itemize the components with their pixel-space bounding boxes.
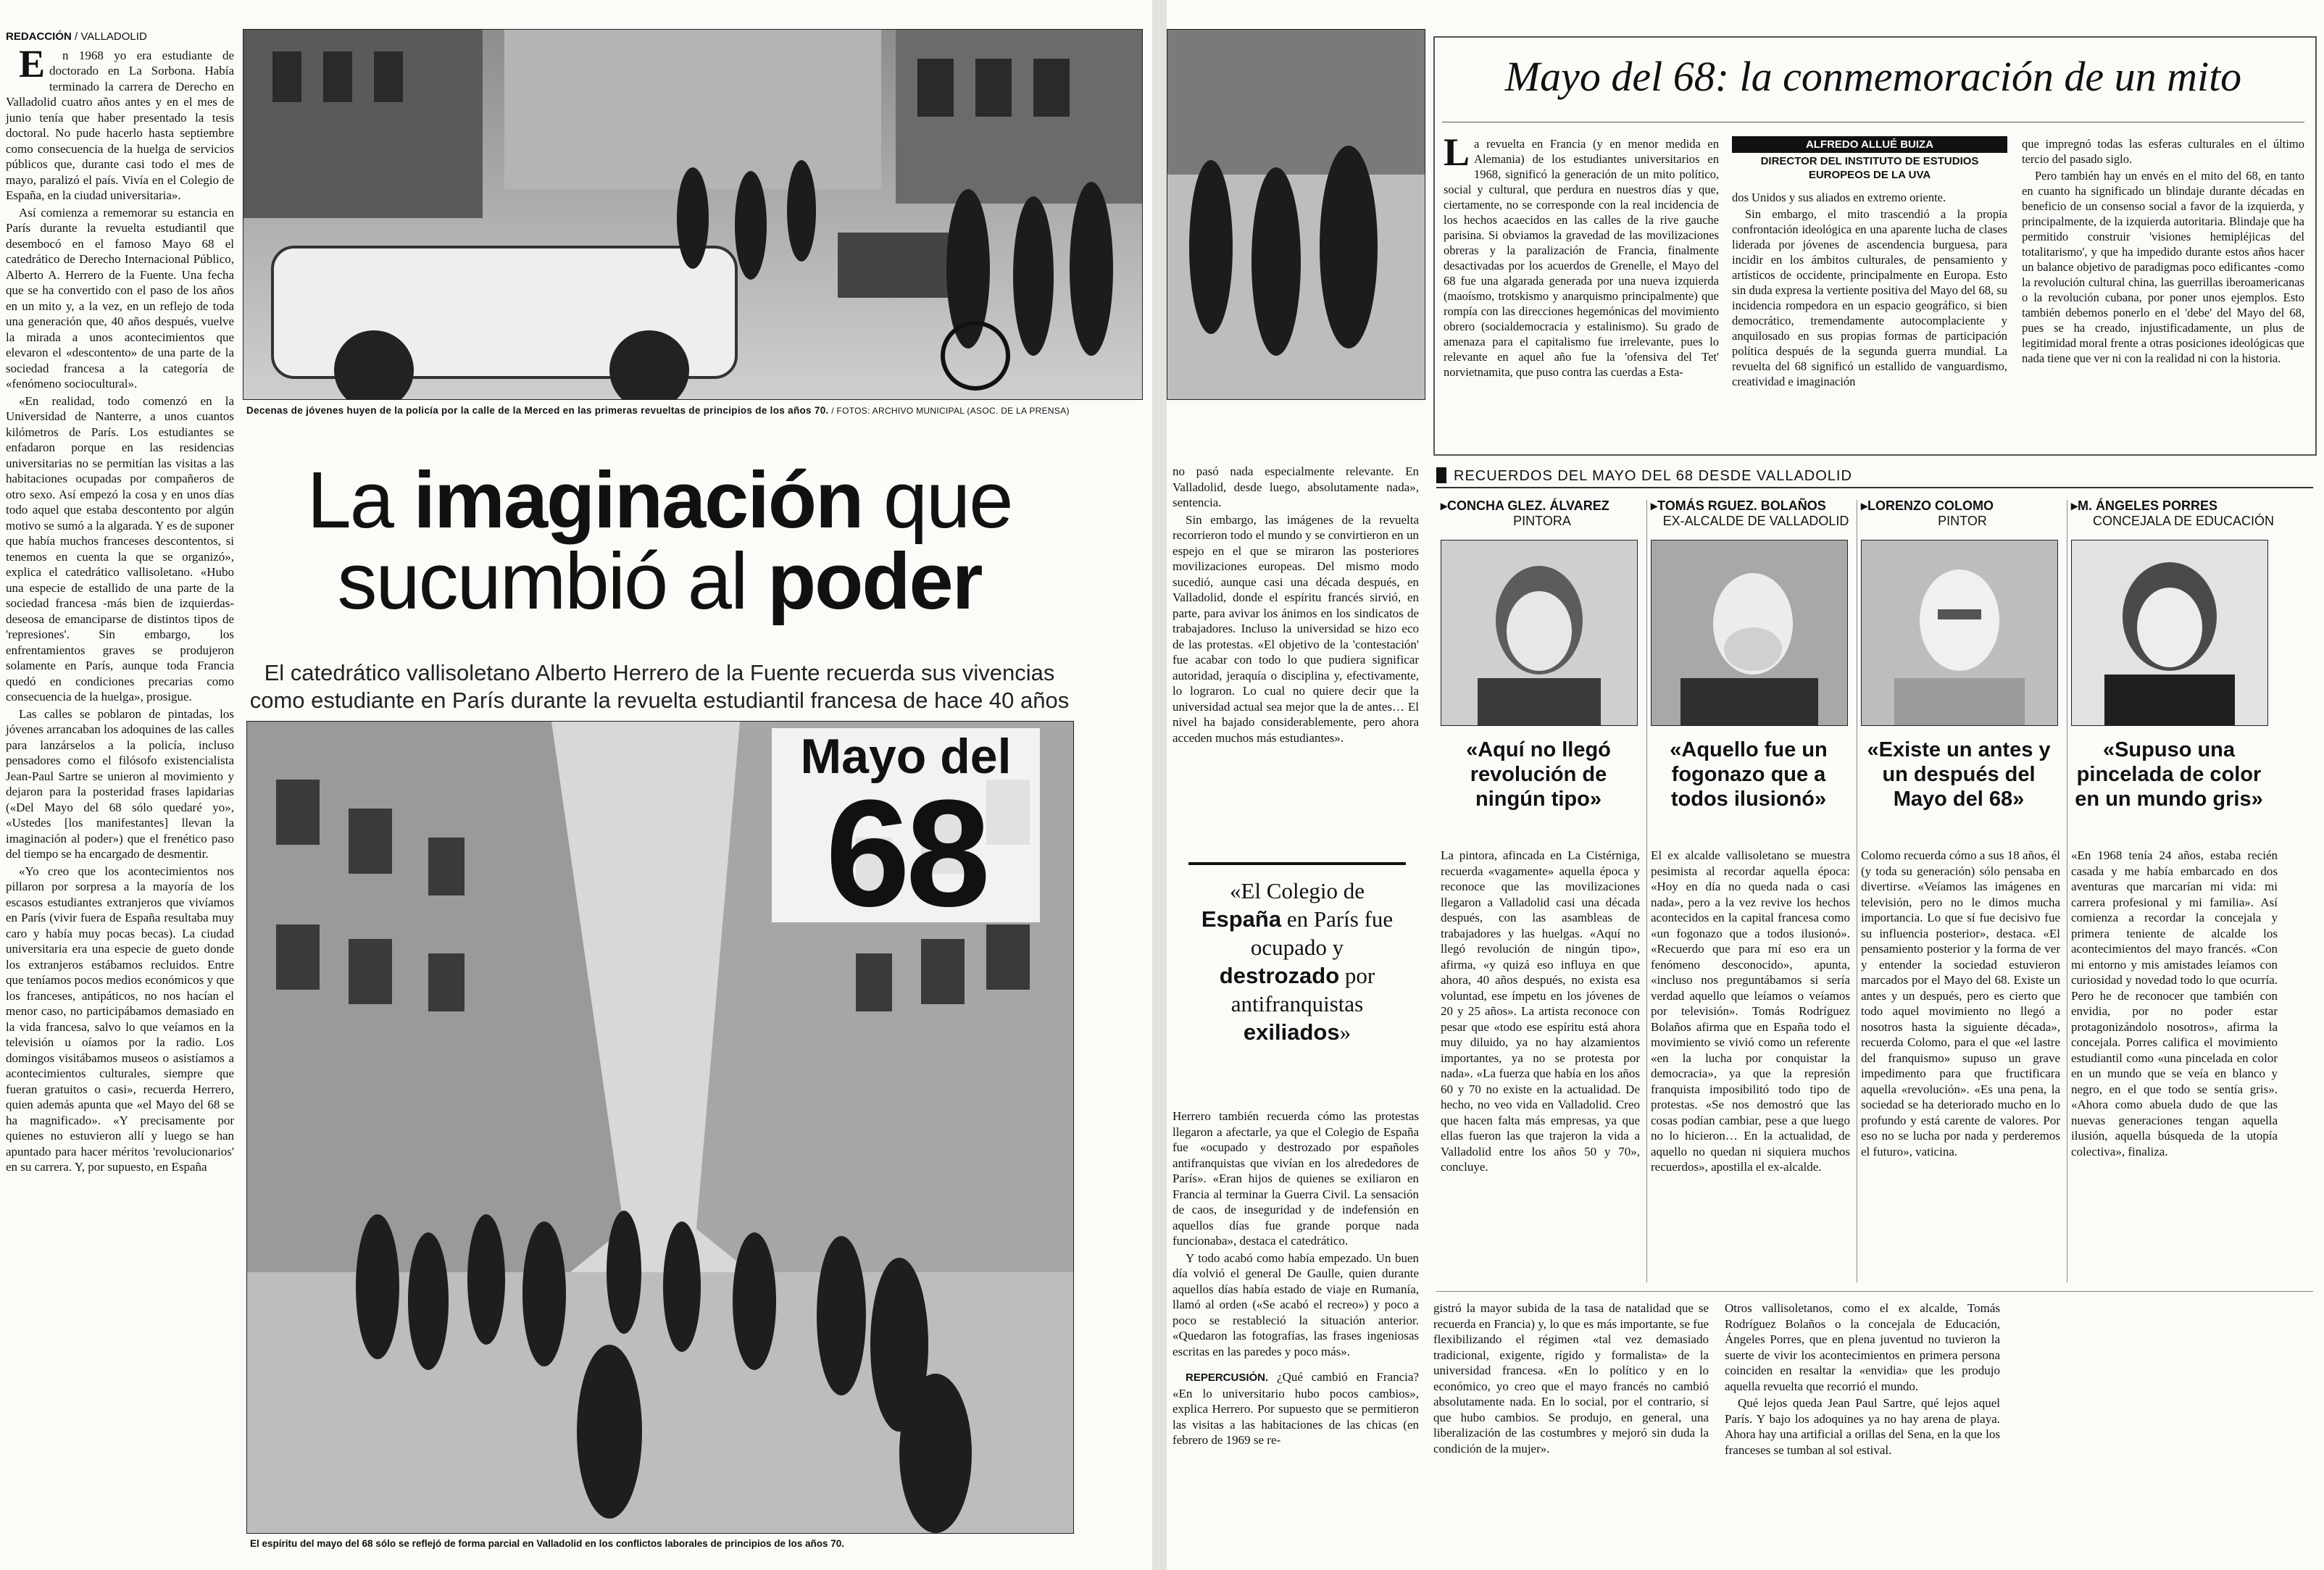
paragraph: «En 1968 tenía 24 años, estaba recién casada y me había embarcado en dos aventuras que marcarían mi vida: mi carrera profesional y mi familia». Así comienza a recordar la concejala y primera teniente de alcalde los acontecimientos del mayo francés. «Con mi entorno y mis amistades leíamos con curiosidad y novedad todo lo que ocurría. Pero he de reconocer que también con envidia, por no poder estar protagonizándolo nosotros», afirma la concejala. Porres califica el movimiento estudiantil como «una pincelada en color en un mundo que se veía en blanco y negro, en el que todo se sentía gris». «Ahora como abuela dudo de que las nuevas generaciones tengan aquella ilusión, aquella búsqueda de la utopía colectiva», finaliza. (2071, 848, 2278, 1158)
paragraph: que impregnó todas las esferas culturales en el último tercio del pasado siglo. (2022, 137, 2304, 166)
page-gutter (1152, 0, 1167, 1570)
kicker: REPERCUSIÓN. (1186, 1371, 1269, 1384)
paragraph: dos Unidos y sus aliados en extremo oriente. (1732, 191, 1946, 204)
pq-bold: destrozado (1219, 963, 1340, 988)
opinion-column-1 (1444, 130, 1719, 381)
dropcap: E (19, 41, 46, 85)
photo-street-riot-continuation (1167, 29, 1425, 400)
opinion-column-2 (1732, 190, 2007, 391)
subheadline: El catedrático vallisoletano Alberto Herrero de la Fuente recuerda sus vivencias como estudiante en París durante la revuelta estudiantil francesa de hace 40 años (249, 660, 1070, 713)
section-label: RECUERDOS DEL MAYO DEL 68 DESDE VALLADOLID (1454, 468, 1852, 484)
pq-text: «El Colegio de (1230, 878, 1365, 903)
pq-text: » (1339, 1019, 1351, 1045)
section-marker-icon (1436, 467, 1446, 483)
article-column-middle-a (1173, 464, 1419, 747)
paragraph: Colomo recuerda cómo a sus 18 años, él (y toda su generación) sólo pensaba en divertirse. «Veíamos las imágenes en televisión, pero no le dimos mucha importancia. Lo que sí fue decisivo fue su influencia posterior», destaca. «El pensamiento posterior y la forma de ver y entender la sociedad estuvieron marcados por el Mayo del 68. Existe un antes y un después, pero es cierto que todo aquel movimiento no llegó a nosotros hasta la siguiente década», recuerda Colomo, para el que «el lastre del franquismo» supuso un grave impedimento para que fructificara aquella «revolución». «Es una pena, la sociedad se ha deteriorado mucho en lo profundo y está carente de valores. Por eso no se lucha por nada y perderemos el futuro», vaticina. (1861, 848, 2060, 1158)
overlay-mayo-del: Mayo del (800, 729, 1012, 784)
paragraph: «Yo creo que los acontecimientos nos pillaron por sorpresa a la mayoría de los escasos estudiantes extranjeros que vivíamos en París (vivir fuera de España resultaba muy caro y había muy pocas becas). La ciudad universitaria era una especie de gueto donde los extranjeros estábamos recluidos. Entre que teníamos pocos medios económicos y que los franceses, antipáticos, no nos hacían el menor caso, no participábamos demasiado en la vida francesa, salvo lo que veíamos en la televisión u oíamos por la radio. Los domingos visitábamos museos o asistíamos a acontecimientos culturales, siempre que fueran gratuitos o casi», recuerda Herrero, quien además apunta que «el Mayo del 68 se ha magnificado». «Y precisamente por quienes no estuvieron allí y luego se han apuntado para hacer méritos 'revolucionarios' en su carrera. Y, por supuesto, en España (6, 864, 234, 1174)
paragraph: no pasó nada especialmente relevante. En Valladolid, desde luego, absolutamente nada», sentencia. (1173, 464, 1419, 509)
photo-bottom-caption: El espíritu del mayo del 68 sólo se reflejó de forma parcial en Valladolid en los conflictos laborales de principios de los años 70. (250, 1538, 845, 1549)
bottom-column-2 (1725, 1300, 2000, 1459)
pq-text: en París fue ocupado y (1250, 906, 1394, 960)
paragraph: a revuelta en Francia (y en menor medida en Alemania) de los estudiantes universitarios en 1968, significó la generación de un mito político, social y cultural, que perdura en nuestros días y que, ciertamente, no se corresponde con la real incidencia de los hechos acaecidos en las calles de la rive gauche parisina. Si obviamos la gravedad de las movilizaciones obreras y la paralización de Francia, finalmente desactivadas por los acuerdos de Grenelle, el Mayo del 68 fue una algarada generada por una nueva izquierda (maoísmo, trotskismo y anarquismo principalmente) que rompía con las direcciones hegemónicas del movimiento obrero (socialdemocracia y estalinismo). Su grado de amenaza para el capitalismo fue irrelevante, pues lo relevante en aquel año fue la 'ofensiva del Tet' norvietnamita, que puso contra las cuerdas a Esta- (1444, 137, 1719, 379)
main-headline (246, 456, 1073, 626)
person-name: ▸TOMÁS RGUEZ. BOLAÑOS (1651, 498, 1826, 513)
opinion-column-3 (2022, 136, 2304, 367)
person-role: CONCEJALA DE EDUCACIÓN (2092, 514, 2275, 528)
pq-bold: España (1201, 906, 1282, 932)
headline-part: sucumbió al (337, 537, 767, 626)
person-name: ▸CONCHA GLEZ. ÁLVAREZ (1441, 498, 1609, 513)
paragraph: gistró la mayor subida de la tasa de natalidad que se recuerda en Francia) y, lo que es más importante, se fue flexibilizando el régimen «tal vez demasiado tradicional, exigente, rígido y formalista» de la universidad francesa. «En lo político y en lo económico, yo creo que el mayo francés no cambió absolutamente nada. En lo social, por el contrario, sí que hubo cambios. Se produjo, en general, una liberalización de las costumbres y mejoró sin duda la condición de la mujer». (1433, 1301, 1709, 1456)
paragraph: Y todo acabó como había empezado. Un buen día volvió el general De Gaulle, quien durante aquellos días había estado de viaje en Rumanía, llamó al orden («Se acabó el recreo») y poco a poco se restableció la situación anterior. «Quedaron las fotografías, las frases ingeniosas escritas en las paredes y poco más». (1173, 1250, 1419, 1358)
author-role: DIRECTOR DEL INSTITUTO DE ESTUDIOS EUROPEOS DE LA UVA (1760, 155, 1979, 181)
person-name: ▸LORENZO COLOMO (1861, 498, 1994, 513)
pq-bold: exiliados (1243, 1019, 1340, 1045)
person-role: EX-ALCALDE DE VALLADOLID (1662, 514, 1849, 528)
bottom-column-1 (1433, 1300, 1709, 1458)
author-name: ALFREDO ALLUÉ BUIZA (1732, 136, 2007, 153)
left-newspaper-page (0, 0, 1152, 1570)
headline-part: La (307, 456, 414, 545)
photo-top-caption (246, 404, 1138, 417)
author-box (1732, 136, 2007, 182)
paragraph-repercusion (1173, 1369, 1419, 1448)
opinion-dropcap: L (1444, 130, 1470, 174)
caption-text: Decenas de jóvenes huyen de la policía por la calle de la Merced en las primeras revueltas de principios de los años 70. (246, 405, 829, 416)
paragraph: Así comienza a rememorar su estancia en París durante la revuelta estudiantil que desembocó en el famoso Mayo 68 el catedrático de Derecho Internacional Público, Alberto A. Herrero de la Fuente. Una fecha que se ha convertido con el paso de los años en un mito y, a la vez, en un reflejo de toda una generación que, 40 años después, vuelve la mirada a unos acontecimientos que elevaron el «descontento» de una parte de la sociedad francesa a la categoría de «fenómeno sociocultural». (6, 205, 234, 391)
overlay-68: 68 (825, 768, 986, 938)
person-role: PINTORA (1513, 514, 1571, 528)
photo-street-riot-top (243, 29, 1143, 400)
person-quote: «Existe un antes y un después del Mayo del 68» (1867, 738, 2051, 811)
person-name: ▸M. ÁNGELES PORRES (2071, 498, 2218, 513)
paragraph: Sin embargo, el mito trascendió a la propia confrontación ideológica en una aparente lucha de clases liderada por jóvenes de ascendencia burguesa, para incidir en los ámbitos culturales, de pensamiento y artísticos de occidente, principalmente en Europa. Esto sin duda expresa la vertiente positiva del Mayo del 68, su incidencia rompedora en un espacio geográfico, si bien democrático, tremendamente autocomplaciente y anquilosado en sus propias formas de participación política después de la segunda guerra mundial. La revuelta del 68 significó un estallido de vanguardismo, creatividad e imaginación (1732, 207, 2007, 388)
paragraph: Otros vallisoletanos, como el ex alcalde, Tomás Rodríguez Bolaños o la concejala de Educación, Ángeles Porres, que en plena juventud no tuvieron la suerte de vivir los acontecimientos en primera persona coinciden en resaltar la «envidia» que les produjo aquella revuelta que recorrió el mundo. (1725, 1301, 2000, 1393)
article-column-middle-b (1173, 1108, 1419, 1450)
mayo-68-overlay (772, 728, 1040, 938)
person-quote: «Aquí no llegó revolución de ningún tipo» (1466, 738, 1611, 811)
paragraph: Las calles se poblaron de pintadas, los jóvenes arrancaban los adoquines de las calles para lanzárselos a la policía, incluso pensadores como el filósofo existencialista Jean-Paul Sartre se unieron al movimiento y dejaron para la posteridad frases lapidarias («Del Mayo del 68 sólo quedaré yo», «Ustedes [los manifestantes] llevan la imaginación al poder») que el frenético paso del tiempo se ha encargado de desmentir. (6, 706, 234, 861)
paragraph: «En realidad, todo comenzó en la Universidad de Nanterre, a unos cuantos kilómetros de París. Los estudiantes se enfadaron porque en las residencias universitarias no se permitían las visitas a las habitaciones ocupadas por compañeros de otro sexo. Así empezó la cosa y en unos días todo aquel que estaba descontento por algún motivo se sumó a la algarada. Y es de suponer que había muchos franceses descontentos, si tenemos en cuenta la que se organizó», explica el catedrático vallisoletano. «Hubo una especie de estallido de una parte de la sociedad francesa -más bien de izquierdas- deseosa de emanciparse de distintos tipos de 'represiones'. Sin embargo, los enfrentamientos graves se produjeron solamente en París, aunque toda Francia quedó en condiciones precarias como consecuencia de la huelga», prosigue. (6, 393, 234, 703)
headline-part: que (862, 456, 1012, 545)
pullquote (1188, 877, 1406, 1046)
headline-bold: poder (767, 537, 982, 626)
repercusion-text: ¿Qué cambió en Francia? «En lo universitario hubo pocos cambios», explica Herrero. Por supuesto que se permitieron las visitas a las habitaciones de las chicas (en febrero de 1969 se re- (1173, 1370, 1419, 1447)
paragraph: Herrero también recuerda cómo las protestas llegaron a afectarle, ya que el Colegio de España fue «ocupado y destrozado por españoles antifranquistas que vivían en los alrededores de París». «Eran hijos de quienes se exiliaron en Francia al terminar la Guerra Civil. La sensación de caos, de inseguridad y de indefensión en aquellos días fue grande porque nada funcionaba», destaca el catedrático. (1173, 1109, 1419, 1248)
byline (6, 29, 234, 45)
headline-bold: imaginación (413, 456, 863, 545)
person-quote: «Aquello fue un fogonazo que a todos ilusionó» (1670, 738, 1828, 811)
person-role: PINTOR (1938, 514, 1987, 528)
paragraph: Sin embargo, las imágenes de la revuelta recorrieron todo el mundo y se convirtieron en un espejo en el que se miraron las posteriores movilizaciones europeas. Del mismo modo sucedió, aunque casi una década después, en Valladolid, donde el espíritu francés sirvió, en parte, para avivar los ánimos en los sindicatos de trabajadores. Incluso la universidad se hizo eco de las protestas. «El objetivo de la 'contestación' fue acabar con todo lo que pudiera significar autoridad, jeraquía o disciplina y, efectivamente, lo lograron. Lo cual no quiere decir que la universidad actual sea mejor que la de antes… El nivel ha bajado considerablemente, pero ahora acceden muchos más estudiantes». (1173, 512, 1419, 745)
paragraph: El ex alcalde vallisoletano se muestra pesimista al recordar aquella época: «Hoy en día no queda nada o casi nada», pero a la vez revive los hechos acontecidos en la capital francesa como «un fogonazo que a todos ilusionó». «Recuerdo que para mí eso era un fenómeno desconocido», apunta, «incluso nos preguntábamos si sería verdad aquello que leíamos o veíamos por televisión». Tomás Rodríguez Bolaños afirma que en España todo el movimiento se vivió como un referente «en la lucha por conquistar la democracia», ya que la represión franquista imposibilitó todo tipo de protestas. «Se nos demostró que las cosas podían cambiar, pese a que luego no lo hicieron… En la actualidad, de aquello no quedan ni siquiera muchos recuerdos», apostilla el ex-alcalde. (1651, 848, 1850, 1174)
photo-credit: / FOTOS: ARCHIVO MUNICIPAL (ASOC. DE LA PRENSA) (828, 406, 1070, 416)
paragraph: Qué lejos queda Jean Paul Sartre, qué lejos aquel París. Y bajo los adoquines ya no hay arena de playa. Ahora hay una artificial a orillas del Sena, en la que los franceses se tumban al sol estival. (1725, 1396, 2000, 1457)
section-bar (1436, 465, 2313, 488)
byline-name: REDACCIÓN (6, 30, 72, 43)
pullquote-rule (1188, 862, 1406, 865)
paragraph: n 1968 yo era estudiante de doctorado en La Sorbona. Había terminado la carrera de Derecho en Valladolid cuatro años antes y en el mes de junio tenía que haber presentado la tesis doctoral. No pude hacerlo hasta septiembre como consecuencia de la huelga de servicios públicos que, durante casi todo el mes de mayo, paralizó el país. Vivía en el Colegio de España, en la ciudad universitaria». (6, 48, 234, 202)
person-quote: «Supuso una pincelada de color en un mundo gris» (2075, 738, 2263, 811)
byline-place: / VALLADOLID (71, 30, 147, 43)
paragraph: La pintora, afincada en La Cistérniga, recuerda «vagamente» aquella época y reconoce que las movilizaciones llegaron a Valladolid casi una década después, con las asambleas de trabajadores y las huelgas. «Aquí no llegó revolución de ningún tipo», afirma, «y quizá eso influya en que ahora, 40 años después, no exista esa voluntad, ese ímpetu en los jóvenes de 20 y 25 años». La artista reconoce con pesar que «todo ese espíritu está ahora muy diluido, ya no hay alzamientos importantes, ya no se protesta por nada». «La fuerza que había en los años 60 y 70 no existe en la actualidad. De hecho, no veo vida en Valladolid. Creo que hacen falta más empresas, ya que ellas fueron las que trajeron la vida a Valladolid entre los años 50 y 70», concluye. (1441, 848, 1640, 1174)
opinion-title: Mayo del 68: la conmemoración de un mito (1504, 53, 2242, 100)
right-newspaper-page (1167, 0, 2324, 1570)
paragraph: Pero también hay un envés en el mito del 68, en tanto en cuanto ha significado un blindaje durante décadas en beneficio de un consenso social a favor de la izquierda, y principalmente, de la izquierda autoritaria. Blindaje que ha permitido construir 'visiones hemipléjicas del totalitarismo', y que ha impedido durante estos años hacer un balance objetivo de paradigmas poco edificantes -como la revolución cultural china, las guerrillas iberoamericanas o la revolución cubana, por poner unos ejemplos. Esto también debemos ponerlo en el 'debe' del Mayo del 68, pues se ha creado, injustificadamente, un plus de legitimidad moral frente a otras posiciones ideológicas que nada tiene que ver ni con la realidad ni con la historia. (2022, 169, 2304, 365)
article-column-1 (6, 29, 234, 1177)
pq-text: por antifranquistas (1230, 963, 1375, 1016)
